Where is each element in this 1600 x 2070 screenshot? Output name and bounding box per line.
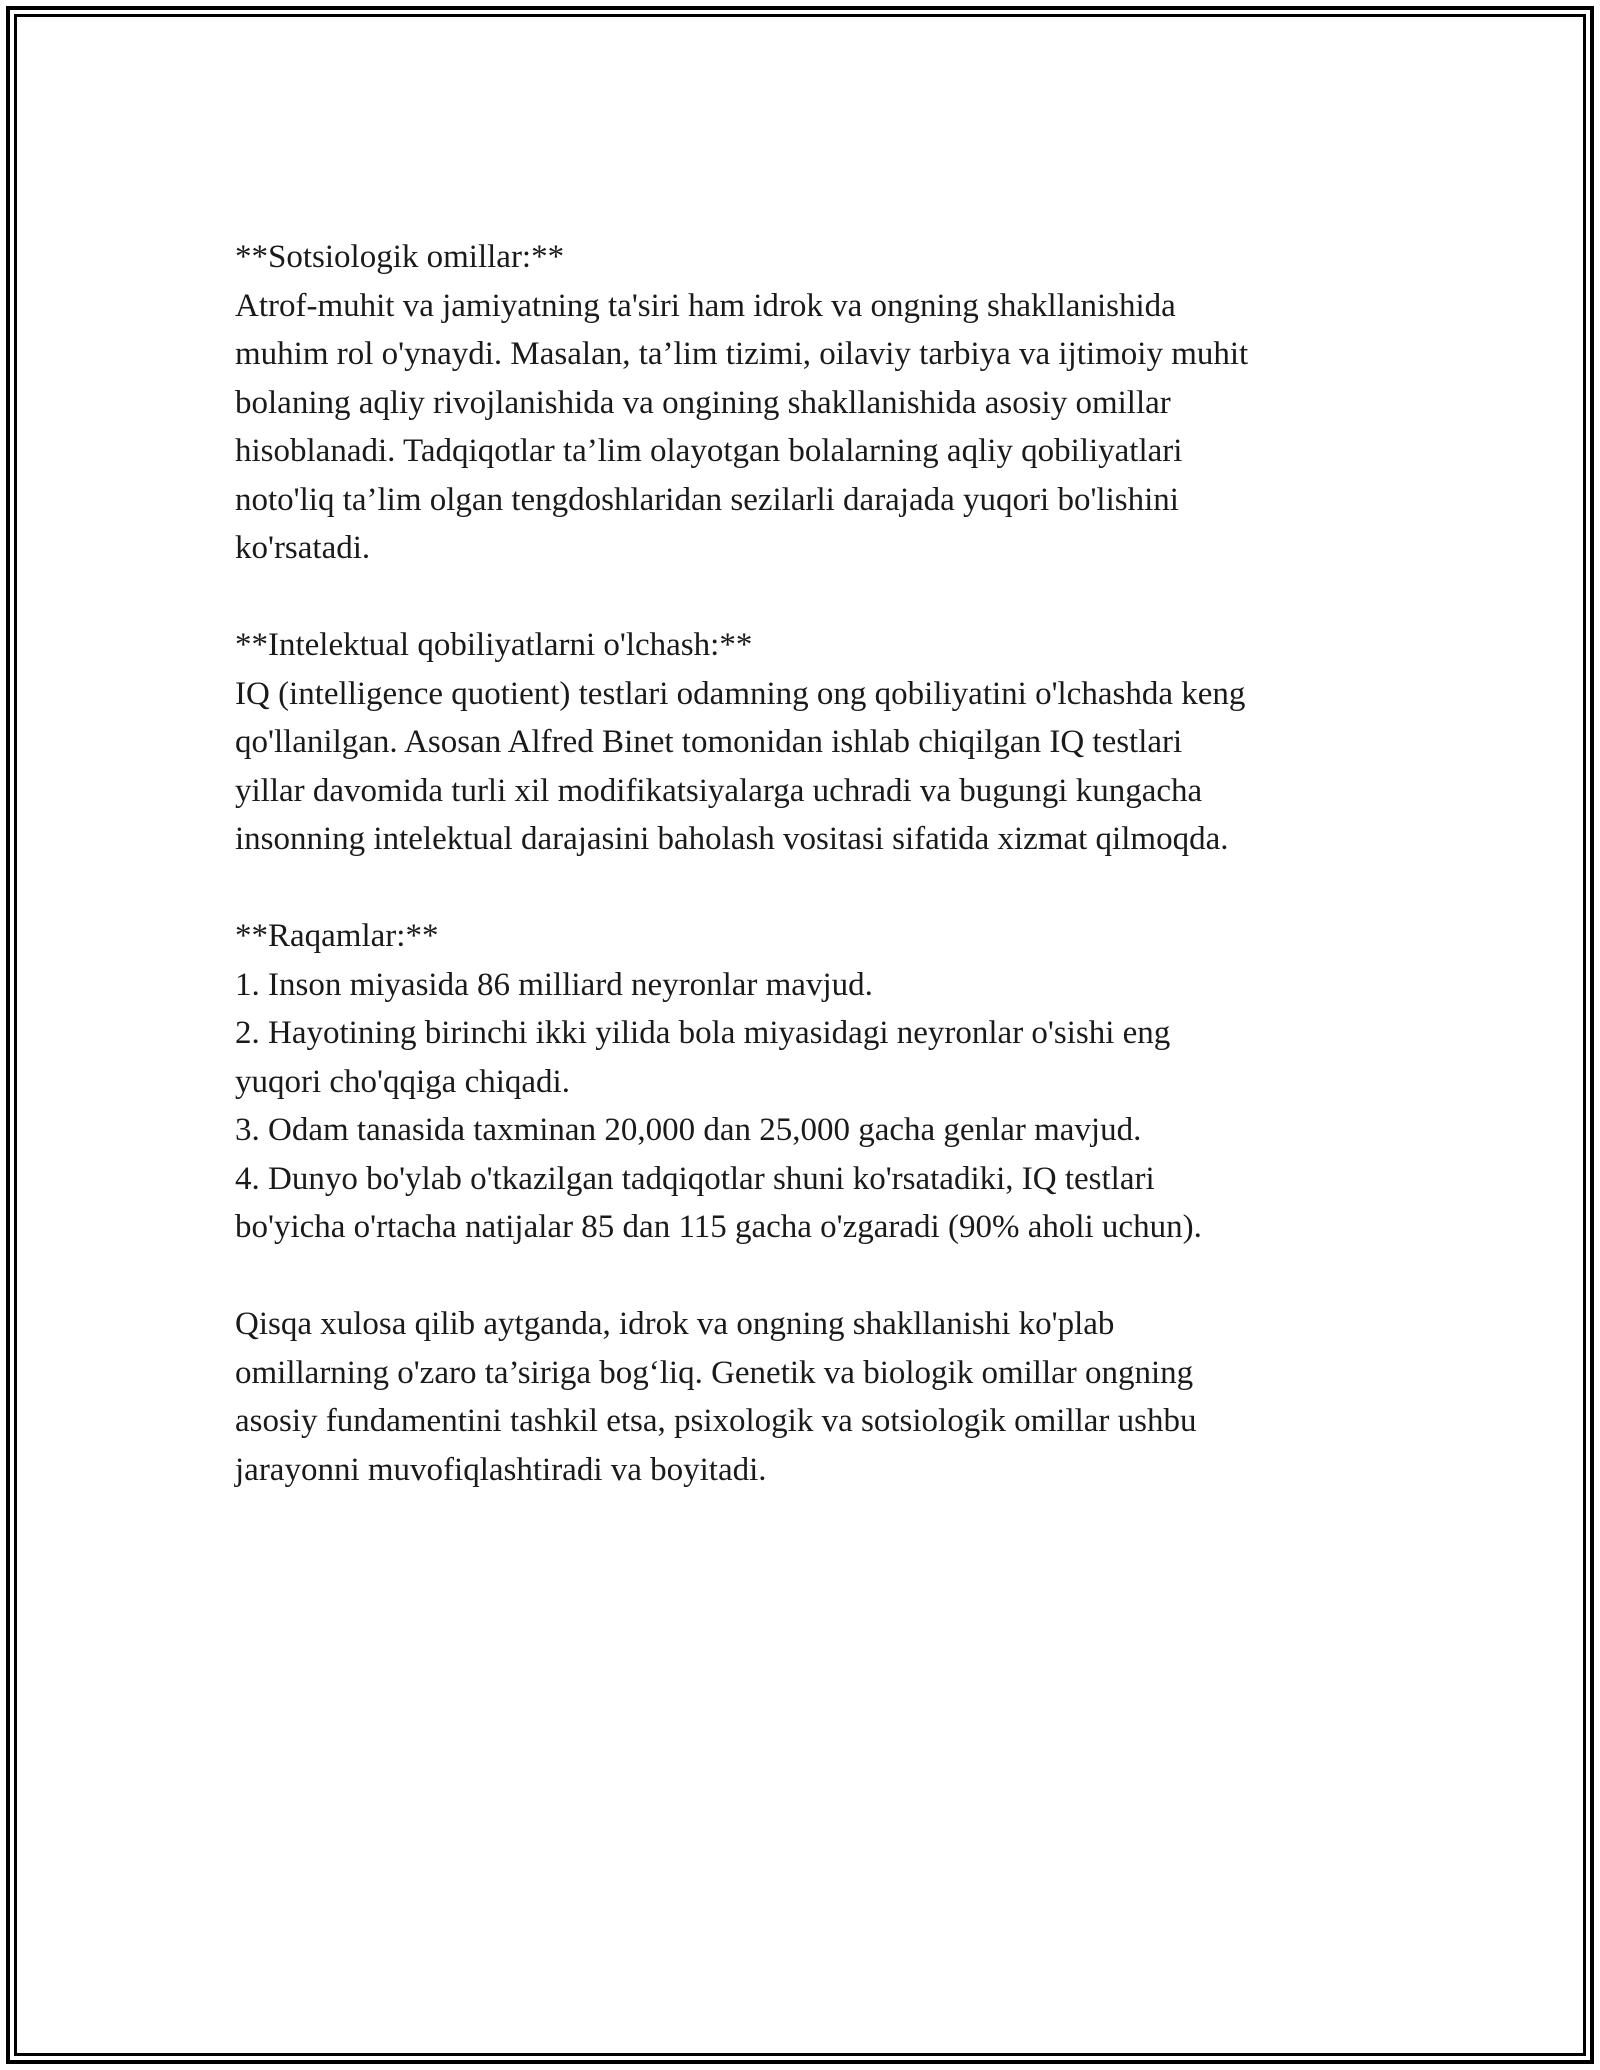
text-line: yillar davomida turli xil modifikatsiyalarga uchradi va bugungi kungacha [235, 772, 1203, 809]
text-line: omillarning o'zaro ta’siriga bog‘liq. Genetik va biologik omillar ongning [235, 1354, 1194, 1391]
list-item: 2. Hayotining birinchi ikki yilida bola miyasidagi neyronlar o'sishi eng [235, 1015, 1171, 1051]
list-item: 4. Dunyo bo'ylab o'tkazilgan tadqiqotlar shuni ko'rsatadiki, IQ testlari [235, 1160, 1155, 1197]
text-line: bolaning aqliy rivojlanishida va ongining shakllanishida asosiy omillar [235, 384, 1171, 421]
section-heading: **Intelektual qobiliyatlarni o'lchash:** [235, 627, 753, 663]
section-heading: **Sotsiologik omillar:** [235, 239, 565, 275]
list-item-continuation: bo'yicha o'rtacha natijalar 85 dan 115 gacha o'zgaradi (90% aholi uchun). [235, 1209, 1202, 1245]
section-numbers [235, 912, 1395, 1252]
text-line: Qisqa xulosa qilib aytganda, idrok va ongning shakllanishi ko'plab [235, 1306, 1115, 1342]
text-line: IQ (intelligence quotient) testlari odamning ong qobiliyatini o'lchashda keng [235, 675, 1246, 712]
section-heading: **Raqamlar:** [235, 918, 439, 954]
text-line: hisoblanadi. Tadqiqotlar ta’lim olayotgan bolalarning aqliy qobiliyatlari [235, 433, 1183, 469]
text-line: ko'rsatadi. [235, 530, 371, 566]
text-line: asosiy fundamentini tashkil etsa, psixologik va sotsiologik omillar ushbu [235, 1403, 1197, 1439]
text-line: insonning intelektual darajasini baholash vositasi sifatida xizmat qilmoqda. [235, 821, 1229, 857]
text-line: jarayonni muvofiqlashtiradi va boyitadi. [235, 1451, 767, 1488]
section-intellectual-abilities [235, 621, 1395, 864]
text-line: noto'liq ta’lim olgan tengdoshlaridan sezilarli darajada yuqori bo'lishini [235, 481, 1179, 518]
section-sociological-factors [235, 233, 1395, 573]
list-item: 3. Odam tanasida taxminan 20,000 dan 25,000 gacha genlar mavjud. [235, 1112, 1142, 1148]
list-item-continuation: yuqori cho'qqiga chiqadi. [235, 1063, 570, 1100]
section-conclusion [235, 1300, 1395, 1494]
document-body [235, 233, 1395, 1494]
text-line: qo'llanilgan. Asosan Alfred Binet tomonidan ishlab chiqilgan IQ testlari [235, 724, 1183, 760]
text-line: Atrof-muhit va jamiyatning ta'siri ham idrok va ongning shakllanishida [235, 287, 1176, 324]
list-item: 1. Inson miyasida 86 milliard neyronlar mavjud. [235, 966, 873, 1003]
text-line: muhim rol o'ynaydi. Masalan, ta’lim tizimi, oilaviy tarbiya va ijtimoiy muhit [235, 336, 1249, 372]
